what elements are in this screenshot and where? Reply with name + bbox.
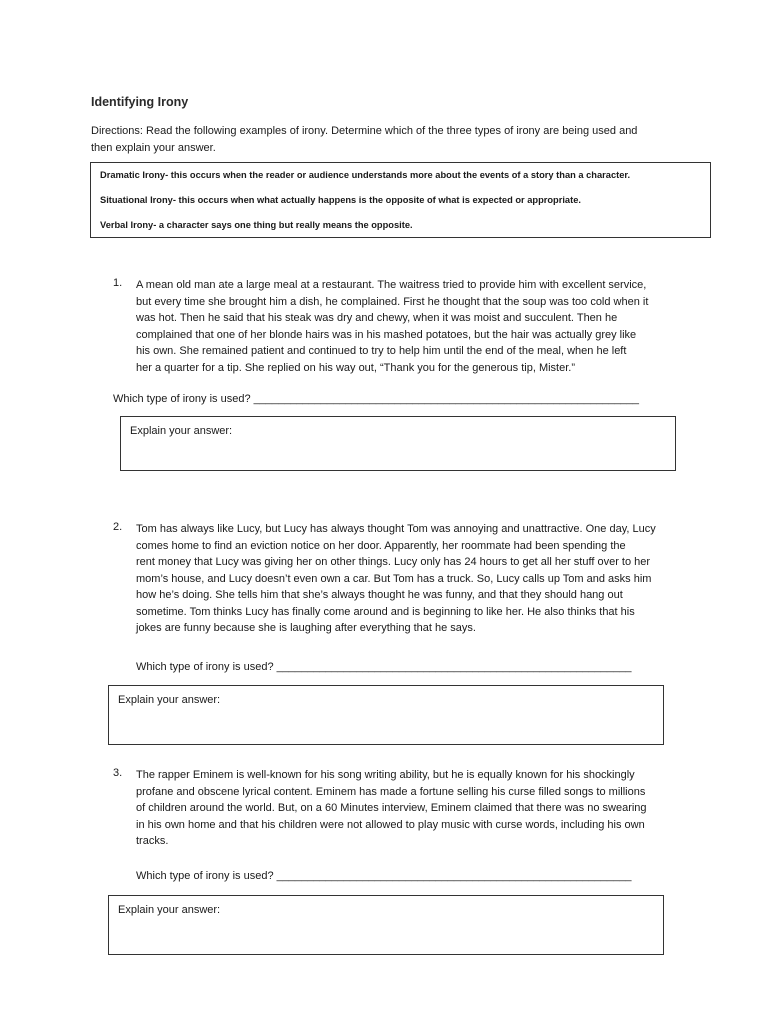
explain-answer-box[interactable] [108,685,664,745]
directions-line: Directions: Read the following examples of irony. Determine which of the three types of irony are being used and [91,125,638,137]
question-line: A mean old man ate a large meal at a restaurant. The waitress tried to provide him with excellent service, [136,279,647,291]
question-text [136,277,648,376]
definition-dramatic: Dramatic Irony- this occurs when the reader or audience understands more about the events of a story than a character. [100,170,631,180]
question-line: but every time she brought him a dish, he complained. First he thought that the soup was too cold when it [136,295,649,308]
irony-definitions-box [90,162,711,238]
question-line: in his own home and that his children were not allowed to play music with curse words, including his own [136,818,645,831]
question-line: profane and obscene lyrical content. Eminem has made a fortune selling his curse filled songs to millions [136,785,646,798]
question-line: jokes are funny because she is laughing after everything that he says. [136,622,476,634]
question-line: comes home to find an eviction notice on her door. Apparently, her roommate had been spending the [136,539,626,552]
question-line: tracks. [136,835,169,847]
worksheet-title: Identifying Irony [91,95,189,109]
question-number: 2. [113,521,123,533]
question-line: how he’s doing. She tells him that she’s always thought he was funny, and that they should hang out [136,589,623,601]
irony-type-answer-line[interactable]: Which type of irony is used? __________________________________________________________ [136,870,632,882]
question-line: rent money that Lucy was giving her on other things. Lucy only has 24 hours to get all her stuff over to her [136,556,651,568]
question-line: Tom has always like Lucy, but Lucy has always thought Tom was annoying and unattractive. One day, Lucy [136,523,656,535]
explain-label: Explain your answer: [118,694,221,706]
explain-answer-box[interactable] [108,895,664,955]
question-line: sometime. Tom thinks Lucy has finally come around and is beginning to like her. He also thinks that his [136,605,635,618]
irony-type-answer-line[interactable]: Which type of irony is used? _______________________________________________________________ [113,393,640,405]
question-number: 3. [113,767,123,779]
question-line: The rapper Eminem is well-known for his song writing ability, but he is equally known for his shockingly [136,769,635,781]
question-line: was hot. Then he said that his steak was dry and chewy, when it was moist and succulent. Then he [136,312,618,324]
directions [91,123,711,156]
question-text [136,521,656,637]
explain-answer-box[interactable] [120,416,676,471]
question-number: 1. [113,277,123,289]
question-line: complained that one of her blonde hairs was in his mashed potatoes, but the hair was actually grey like [136,328,637,341]
question-line: her a quarter for a tip. She replied on his way out, “Thank you for the generous tip, Mister.” [136,361,576,374]
definition-situational: Situational Irony- this occurs when what actually happens is the opposite of what is expected or appropriate. [100,195,581,205]
question-text [136,767,647,850]
question-line: his own. She remained patient and continued to try to help him until the end of the meal, when he left [136,345,627,357]
explain-label: Explain your answer: [118,904,221,916]
question-line: of children around the world. But, on a 60 Minutes interview, Eminem claimed that there was no swearing [136,802,647,814]
question-line: mom’s house, and Lucy doesn’t even own a car. But Tom has a truck. So, Lucy calls up Tom and asks him [136,572,652,585]
definition-verbal: Verbal Irony- a character says one thing but really means the opposite. [100,220,413,230]
irony-type-answer-line[interactable]: Which type of irony is used? __________________________________________________________ [136,661,632,673]
directions-line: then explain your answer. [91,141,216,154]
explain-label: Explain your answer: [130,425,233,437]
